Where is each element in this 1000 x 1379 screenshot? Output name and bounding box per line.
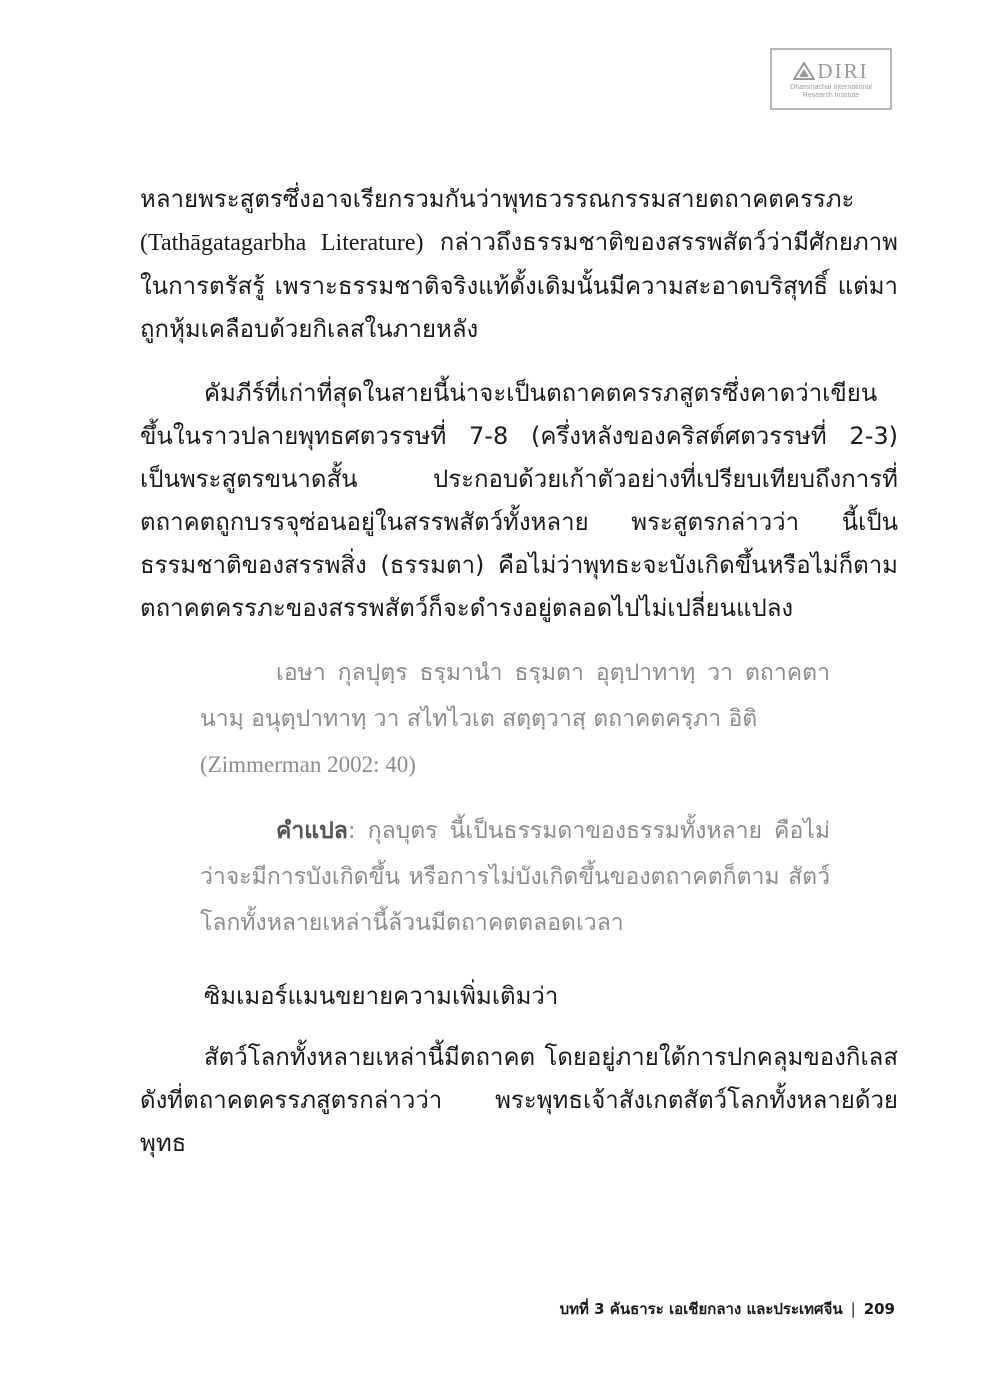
footer-separator: |	[850, 1300, 856, 1318]
diri-logo	[770, 48, 892, 110]
quote-pali-text: เอษา กุลปุตฺร ธรฺมานำ ธรฺมตา อุตฺปาทาทฺ วา ตถาคตานามฺ อนุตฺปาทาทฺ วา สไทไวเต สตฺตฺวาสฺ ตถาคตครฺภา อิติ	[200, 660, 830, 732]
p1-rest: กล่าวถึงธรรมชาติของสรรพสัตว์ว่ามีศักยภาพในการตรัสรู้ เพราะธรรมชาติจริงแท้ดั้งเดิมนั้นมีความสะอาดบริสุทธิ์ แต่มาถูกหุ้มเคลือบด้วยกิเลสในภายหลัง	[140, 228, 898, 343]
paragraph-3: ซิมเมอร์แมนขยายความเพิ่มเติมว่า	[204, 982, 559, 1010]
logo-line2: Research Institute	[802, 91, 860, 99]
quote-citation: (Zimmerman 2002: 40)	[200, 752, 416, 777]
paragraph-2: คัมภีร์ที่เก่าที่สุดในสายนี้น่าจะเป็นตถาคตครรภสูตรซึ่งคาดว่าเขียนขึ้นในราวปลายพุทธศตวรรษที่ 7-8 (ครึ่งหลังของคริสต์ศตวรรษที่ 2-3) เป็นพระสูตรขนาดสั้น ประกอบด้วยเก้าตัวอย่างที่เปรียบเทียบถึงการที่ตถาคตถูกบรรจุซ่อนอยู่ในสรรพสัตว์ทั้งหลาย พระสูตรกล่าวว่า นี้เป็นธรรมชาติของสรรพสิ่ง (ธรรมตา) คือไม่ว่าพุทธะจะบังเกิดขึ้นหรือไม่ก็ตาม ตถาคตครรภะของสรรพสัตว์ก็จะดำรงอยู่ตลอดไปไม่เปลี่ยนแปลง	[140, 379, 898, 622]
footer-chapter: บทที่ 3 คันธาระ เอเชียกลาง และประเทศจีน	[559, 1300, 843, 1318]
translation-label: คำแปล	[276, 818, 348, 844]
logo-line1: Dhammachai International	[790, 83, 872, 91]
quote-pali	[200, 650, 830, 788]
page-footer	[560, 1297, 895, 1321]
paragraph-4: สัตว์โลกทั้งหลายเหล่านี้มีตถาคต โดยอยู่ภายใต้การปกคลุมของกิเลสดังที่ตถาคตครรภสูตรกล่าวว่า พระพุทธเจ้าสังเกตสัตว์โลกทั้งหลายด้วยพุทธ	[140, 1043, 898, 1157]
logo-name: DIRI	[817, 58, 869, 83]
p1-term: (Tathāgatagarbha Literature)	[140, 230, 424, 256]
translation-text: : กุลบุตร นี้เป็นธรรมดาของธรรมทั้งหลาย คือไม่ว่าจะมีการบังเกิดขึ้น หรือการไม่บังเกิดขึ้นของตถาคตก็ตาม สัตว์โลกทั้งหลายเหล่านี้ล้วนมีตถาคตตลอดเวลา	[200, 818, 830, 936]
paragraph-1	[140, 178, 898, 351]
triangle-logo-icon	[793, 62, 815, 80]
p1-line1: หลายพระสูตรซึ่งอาจเรียกรวมกันว่าพุทธวรรณกรรมสายตถาคตครรภะ	[140, 185, 855, 213]
quote-translation	[200, 808, 830, 946]
page-number: 209	[863, 1300, 895, 1318]
